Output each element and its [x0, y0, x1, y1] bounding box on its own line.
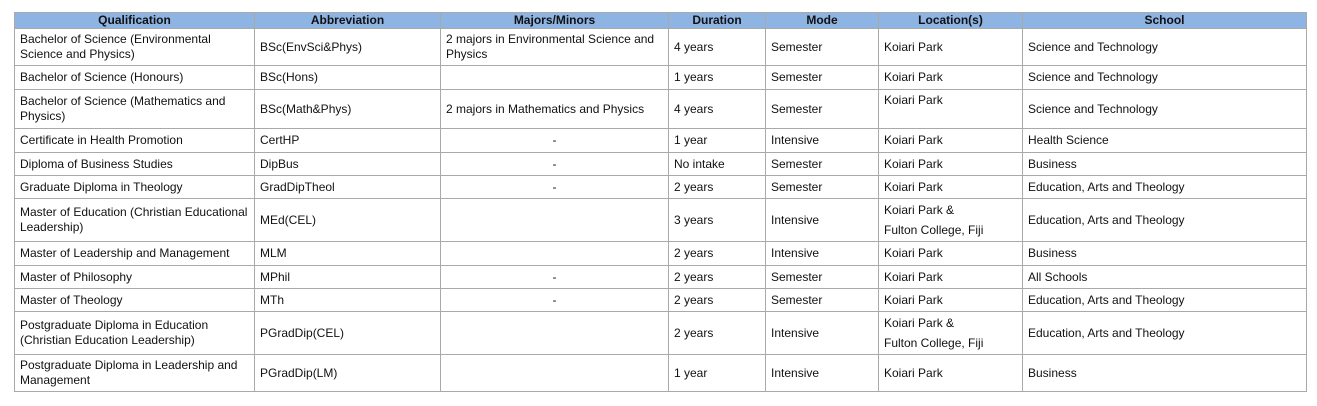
cell-qualification: Graduate Diploma in Theology	[15, 176, 255, 199]
header-qualification: Qualification	[15, 13, 255, 29]
table-row	[15, 312, 1307, 355]
cell-qualification: Bachelor of Science (Mathematics and Physics)	[15, 90, 255, 129]
header-abbreviation: Abbreviation	[255, 13, 441, 29]
cell-abbreviation: PGradDip(CEL)	[255, 312, 441, 355]
cell-school: Education, Arts and Theology	[1023, 176, 1307, 199]
header-locations: Location(s)	[879, 13, 1023, 29]
table-body	[15, 29, 1307, 392]
cell-duration: 2 years	[669, 312, 766, 355]
location-line: Koiari Park	[884, 269, 943, 284]
header-duration: Duration	[669, 13, 766, 29]
cell-abbreviation: PGradDip(LM)	[255, 355, 441, 392]
cell-abbreviation: MEd(CEL)	[255, 199, 441, 242]
table-row	[15, 176, 1307, 199]
cell-qualification: Diploma of Business Studies	[15, 153, 255, 176]
cell-duration: 1 year	[669, 129, 766, 153]
cell-duration: 4 years	[669, 90, 766, 129]
location-line: Fulton College, Fiji	[884, 336, 984, 350]
cell-qualification: Postgraduate Diploma in Leadership and Management	[15, 355, 255, 392]
location-line: Koiari Park &	[884, 316, 955, 330]
cell-majors-minors: -	[441, 153, 669, 176]
cell-qualification: Master of Philosophy	[15, 266, 255, 289]
cell-duration: 4 years	[669, 29, 766, 66]
cell-school: Business	[1023, 242, 1307, 266]
cell-locations	[879, 289, 1023, 312]
cell-qualification: Postgraduate Diploma in Education (Christian Education Leadership)	[15, 312, 255, 355]
cell-abbreviation: MLM	[255, 242, 441, 266]
location-line: Koiari Park	[884, 39, 943, 54]
cell-mode: Intensive	[766, 312, 879, 355]
cell-majors-minors	[441, 199, 669, 242]
cell-locations	[879, 90, 1023, 129]
cell-locations	[879, 355, 1023, 392]
cell-qualification: Master of Theology	[15, 289, 255, 312]
location-line: Koiari Park	[884, 292, 943, 307]
cell-mode: Semester	[766, 266, 879, 289]
cell-mode: Intensive	[766, 355, 879, 392]
cell-locations	[879, 199, 1023, 242]
location-line: Koiari Park	[884, 365, 943, 380]
cell-duration: 2 years	[669, 266, 766, 289]
location-line: Fulton College, Fiji	[884, 223, 984, 237]
location-line: Koiari Park &	[884, 203, 955, 217]
table-header	[15, 13, 1307, 29]
cell-qualification: Bachelor of Science (Honours)	[15, 66, 255, 90]
cell-school: Education, Arts and Theology	[1023, 289, 1307, 312]
cell-duration: No intake	[669, 153, 766, 176]
cell-school: Business	[1023, 355, 1307, 392]
qualifications-table	[14, 12, 1307, 392]
cell-duration: 3 years	[669, 199, 766, 242]
cell-majors-minors	[441, 242, 669, 266]
cell-mode: Semester	[766, 29, 879, 66]
cell-abbreviation: BSc(EnvSci&Phys)	[255, 29, 441, 66]
cell-abbreviation: DipBus	[255, 153, 441, 176]
cell-abbreviation: BSc(Hons)	[255, 66, 441, 90]
cell-school: Science and Technology	[1023, 90, 1307, 129]
location-line: Koiari Park	[884, 246, 943, 260]
cell-majors-minors: -	[441, 129, 669, 153]
table-row	[15, 199, 1307, 242]
cell-mode: Semester	[766, 289, 879, 312]
cell-mode: Intensive	[766, 129, 879, 153]
cell-majors-minors	[441, 312, 669, 355]
header-school: School	[1023, 13, 1307, 29]
cell-school: Education, Arts and Theology	[1023, 312, 1307, 355]
cell-mode: Semester	[766, 66, 879, 90]
cell-majors-minors: 2 majors in Mathematics and Physics	[441, 90, 669, 129]
table-row	[15, 242, 1307, 266]
cell-majors-minors	[441, 66, 669, 90]
cell-mode: Semester	[766, 153, 879, 176]
cell-school: Health Science	[1023, 129, 1307, 153]
cell-duration: 1 year	[669, 355, 766, 392]
cell-majors-minors: -	[441, 176, 669, 199]
cell-duration: 2 years	[669, 242, 766, 266]
cell-locations	[879, 242, 1023, 266]
cell-locations	[879, 312, 1023, 355]
location-line: Koiari Park	[884, 70, 943, 84]
cell-locations	[879, 266, 1023, 289]
cell-duration: 2 years	[669, 176, 766, 199]
cell-school: Science and Technology	[1023, 66, 1307, 90]
cell-school: Business	[1023, 153, 1307, 176]
location-line: Koiari Park	[884, 156, 943, 171]
cell-mode: Intensive	[766, 242, 879, 266]
table-row	[15, 355, 1307, 392]
cell-abbreviation: CertHP	[255, 129, 441, 153]
cell-mode: Semester	[766, 176, 879, 199]
header-mode: Mode	[766, 13, 879, 29]
cell-locations	[879, 29, 1023, 66]
table-row	[15, 153, 1307, 176]
table-row	[15, 29, 1307, 66]
cell-abbreviation: MTh	[255, 289, 441, 312]
cell-majors-minors: -	[441, 289, 669, 312]
cell-majors-minors	[441, 355, 669, 392]
header-majors-minors: Majors/Minors	[441, 13, 669, 29]
cell-duration: 2 years	[669, 289, 766, 312]
cell-locations	[879, 153, 1023, 176]
cell-school: All Schools	[1023, 266, 1307, 289]
table-row	[15, 66, 1307, 90]
cell-qualification: Certificate in Health Promotion	[15, 129, 255, 153]
cell-abbreviation: MPhil	[255, 266, 441, 289]
cell-majors-minors: 2 majors in Environmental Science and Physics	[441, 29, 669, 66]
cell-school: Science and Technology	[1023, 29, 1307, 66]
cell-qualification: Bachelor of Science (Environmental Science and Physics)	[15, 29, 255, 66]
location-line: Koiari Park	[884, 93, 943, 107]
cell-duration: 1 years	[669, 66, 766, 90]
table-row	[15, 266, 1307, 289]
cell-locations	[879, 176, 1023, 199]
location-line: Koiari Park	[884, 133, 943, 147]
cell-abbreviation: GradDipTheol	[255, 176, 441, 199]
cell-school: Education, Arts and Theology	[1023, 199, 1307, 242]
table-row	[15, 289, 1307, 312]
header-row	[15, 13, 1307, 29]
location-line: Koiari Park	[884, 179, 943, 194]
cell-abbreviation: BSc(Math&Phys)	[255, 90, 441, 129]
cell-locations	[879, 66, 1023, 90]
cell-locations	[879, 129, 1023, 153]
cell-qualification: Master of Education (Christian Educational Leadership)	[15, 199, 255, 242]
cell-mode: Semester	[766, 90, 879, 129]
table-row	[15, 129, 1307, 153]
table-row	[15, 90, 1307, 129]
cell-mode: Intensive	[766, 199, 879, 242]
cell-qualification: Master of Leadership and Management	[15, 242, 255, 266]
cell-majors-minors: -	[441, 266, 669, 289]
